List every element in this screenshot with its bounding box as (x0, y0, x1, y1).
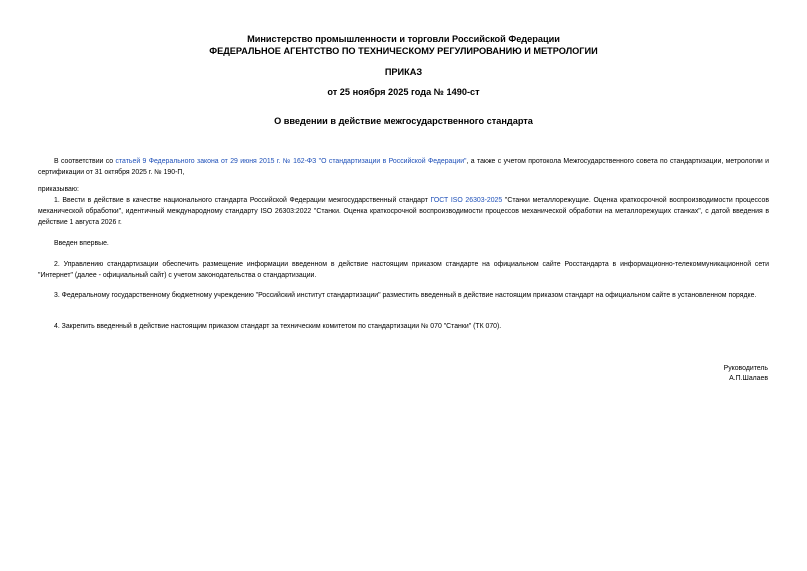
paragraph-basis-suffix: , а также с учетом протокола Межгосударственного совета по стандартизации, метрологии и сертификации от 31 октября 2025 г. № 190-П, (38, 158, 770, 176)
gost-standard-link[interactable]: ГОСТ ISO 26303-2025 (430, 197, 503, 204)
agency-name: ФЕДЕРАЛЬНОЕ АГЕНТСТВО ПО ТЕХНИЧЕСКОМУ РЕГУЛИРОВАНИЮ И МЕТРОЛОГИИ (209, 46, 598, 56)
document-type: ПРИКАЗ (384, 67, 423, 77)
paragraph-basis (38, 156, 769, 178)
item-1-suffix: "Станки металлорежущие. Оценка краткосрочной воспроизводимости процессов механической обработки", идентичный международному стандарту ISO 26303:2022 "Станки. Оценка краткосрочной воспроизводимости процессов механической обработки на металлорежущих станках", с датой введения в действие 1 августа 2026 г. (38, 197, 769, 226)
orders-label: приказываю: (38, 186, 79, 193)
item-1-prefix: 1. Ввести в действие в качестве национального стандарта Российской Федерации межгосударственный стандарт (54, 197, 431, 204)
signature-name: А.П.Шалаев (729, 375, 768, 382)
signature-title: Руководитель (723, 365, 768, 372)
paragraph-item-1 (38, 195, 769, 228)
ministry-name: Министерство промышленности и торговли Российской Федерации (247, 34, 560, 44)
introduced-note: Введен впервые. (54, 240, 109, 247)
federal-law-link[interactable]: статьей 9 Федерального закона от 29 июня 2015 г. № 162-ФЗ "О стандартизации в Российской Федерации" (115, 158, 467, 165)
document-title: О введении в действие межгосударственного стандарта (274, 116, 533, 126)
document-date: от 25 ноября 2025 года № 1490-ст (327, 87, 480, 97)
paragraph-basis-prefix: В соответствии со (54, 158, 116, 165)
paragraph-item-3: 3. Федеральному государственному бюджетному учреждению "Российский институт стандартизации" разместить введенный в действие настоящим приказом стандарт на официальном сайте в установленном порядке. (54, 292, 757, 299)
paragraph-item-2: 2. Управлению стандартизации обеспечить размещение информации введенном в действие настоящим приказом стандарте на официальном сайте Росстандарта в информационно-телекоммуникационной сети "Интернет" (далее - официальный сайт) с учетом законодательства о стандартизации. (38, 261, 769, 279)
paragraph-item-4: 4. Закрепить введенный в действие настоящим приказом стандарт за техническим комитетом по стандартизации № 070 "Станки" (ТК 070). (54, 323, 502, 330)
